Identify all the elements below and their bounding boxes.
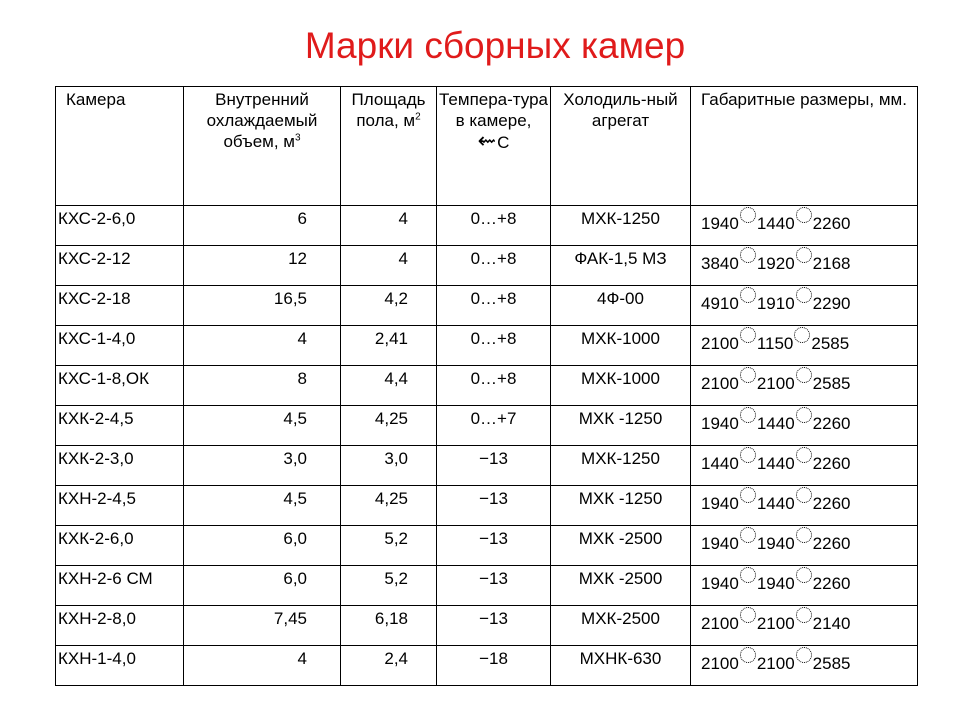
dotted-circle-icon xyxy=(740,447,756,463)
cell-camera: КХС-2-12 xyxy=(56,246,184,286)
cell-refrigeration-unit: МХК -2500 xyxy=(551,566,691,606)
cell-area: 6,18 xyxy=(341,606,437,646)
table-row xyxy=(56,286,918,326)
dotted-circle-icon xyxy=(796,567,812,583)
dimension-value: 1940 xyxy=(701,574,739,593)
dotted-circle-icon xyxy=(796,207,812,223)
dotted-circle-icon xyxy=(796,367,812,383)
dimension-value: 1440 xyxy=(756,454,795,473)
cell-dimensions xyxy=(691,366,918,406)
dotted-circle-icon xyxy=(740,247,756,263)
dotted-circle-icon xyxy=(796,287,812,303)
cell-volume: 4,5 xyxy=(184,486,341,526)
dimension-value: 1940 xyxy=(756,574,795,593)
dimension-value: 2260 xyxy=(812,494,851,513)
cell-camera: КХК-2-6,0 xyxy=(56,526,184,566)
cell-camera: КХН-1-4,0 xyxy=(56,646,184,686)
dotted-circle-icon xyxy=(740,647,756,663)
degree-arrow-icon: ⇜ xyxy=(477,128,497,153)
dimension-value: 1940 xyxy=(701,534,739,553)
dotted-circle-icon xyxy=(740,367,756,383)
cell-area: 2,41 xyxy=(341,326,437,366)
dotted-circle-icon xyxy=(740,287,756,303)
cell-dimensions xyxy=(691,326,918,366)
dimension-value: 2585 xyxy=(811,334,850,353)
header-area-exponent: 2 xyxy=(415,111,421,123)
cell-camera: КХН-2-6 СМ xyxy=(56,566,184,606)
dimension-value: 1150 xyxy=(756,334,794,353)
dimension-value: 2100 xyxy=(756,374,795,393)
header-volume xyxy=(184,87,341,206)
cell-temperature: 0…+7 xyxy=(437,406,551,446)
table-row xyxy=(56,446,918,486)
header-refrigeration-unit-label: Холодиль-ный агрегат xyxy=(563,90,678,130)
dotted-circle-icon xyxy=(740,207,756,223)
dotted-circle-icon xyxy=(740,527,756,543)
table-header-row xyxy=(56,87,918,206)
chamber-spec-table xyxy=(55,86,918,686)
cell-temperature: −18 xyxy=(437,646,551,686)
dimension-value: 2100 xyxy=(756,614,795,633)
cell-camera: КХС-1-4,0 xyxy=(56,326,184,366)
cell-area: 3,0 xyxy=(341,446,437,486)
cell-area: 4,2 xyxy=(341,286,437,326)
cell-camera: КХК-2-3,0 xyxy=(56,446,184,486)
cell-dimensions xyxy=(691,246,918,286)
dimension-value: 2260 xyxy=(812,214,851,233)
cell-dimensions xyxy=(691,446,918,486)
slide-title: Марки сборных камер xyxy=(304,25,686,66)
cell-area: 4,25 xyxy=(341,406,437,446)
cell-volume: 4,5 xyxy=(184,406,341,446)
table-row xyxy=(56,646,918,686)
cell-camera: КХК-2-4,5 xyxy=(56,406,184,446)
dotted-circle-icon xyxy=(796,247,812,263)
cell-temperature: 0…+8 xyxy=(437,206,551,246)
dotted-circle-icon xyxy=(796,447,812,463)
header-camera-label: Камера xyxy=(66,90,126,109)
table-row xyxy=(56,406,918,446)
cell-camera: КХС-2-18 xyxy=(56,286,184,326)
header-camera xyxy=(56,87,184,206)
cell-volume: 6,0 xyxy=(184,566,341,606)
dimension-value: 2100 xyxy=(756,654,795,673)
table-row xyxy=(56,486,918,526)
dimension-value: 2260 xyxy=(812,454,851,473)
dimension-value: 2100 xyxy=(701,334,739,353)
header-temperature xyxy=(437,87,551,206)
dotted-circle-icon xyxy=(796,527,812,543)
dimension-value: 4910 xyxy=(701,294,739,313)
header-temperature-unit: С xyxy=(497,133,510,152)
dimension-value: 2100 xyxy=(701,654,739,673)
table-row xyxy=(56,366,918,406)
cell-temperature: −13 xyxy=(437,446,551,486)
cell-dimensions xyxy=(691,206,918,246)
cell-refrigeration-unit: МХК-1000 xyxy=(551,326,691,366)
cell-area: 4 xyxy=(341,246,437,286)
cell-dimensions xyxy=(691,286,918,326)
dotted-circle-icon xyxy=(796,487,812,503)
dotted-circle-icon xyxy=(740,607,756,623)
header-dimensions xyxy=(691,87,918,206)
cell-area: 4,4 xyxy=(341,366,437,406)
cell-volume: 7,45 xyxy=(184,606,341,646)
cell-dimensions xyxy=(691,606,918,646)
header-refrigeration-unit xyxy=(551,87,691,206)
cell-area: 5,2 xyxy=(341,526,437,566)
cell-temperature: 0…+8 xyxy=(437,286,551,326)
header-area-label: Площадь пола, м xyxy=(351,90,426,130)
table-body xyxy=(56,206,918,686)
cell-refrigeration-unit: 4Ф-00 xyxy=(551,286,691,326)
cell-volume: 16,5 xyxy=(184,286,341,326)
table-row xyxy=(56,526,918,566)
dimension-value: 2585 xyxy=(812,374,851,393)
cell-refrigeration-unit: МХК -1250 xyxy=(551,486,691,526)
dotted-circle-icon xyxy=(796,407,812,423)
header-dimensions-label: Габаритные размеры, мм. xyxy=(701,90,907,109)
cell-volume: 6 xyxy=(184,206,341,246)
dimension-value: 2260 xyxy=(812,414,851,433)
dimension-value: 2260 xyxy=(812,534,851,553)
cell-refrigeration-unit: ФАК-1,5 МЗ xyxy=(551,246,691,286)
cell-camera: КХН-2-8,0 xyxy=(56,606,184,646)
cell-camera: КХС-1-8,ОК xyxy=(56,366,184,406)
dimension-value: 1940 xyxy=(701,214,739,233)
cell-refrigeration-unit: МХК-1000 xyxy=(551,366,691,406)
cell-area: 4 xyxy=(341,206,437,246)
cell-temperature: −13 xyxy=(437,526,551,566)
cell-temperature: 0…+8 xyxy=(437,326,551,366)
cell-area: 5,2 xyxy=(341,566,437,606)
dimension-value: 2260 xyxy=(812,574,851,593)
dimension-value: 1940 xyxy=(701,414,739,433)
dimension-value: 1910 xyxy=(756,294,795,313)
dotted-circle-icon xyxy=(740,567,756,583)
dimension-value: 3840 xyxy=(701,254,739,273)
cell-temperature: −13 xyxy=(437,486,551,526)
cell-refrigeration-unit: МХК -1250 xyxy=(551,406,691,446)
cell-refrigeration-unit: МХНК-630 xyxy=(551,646,691,686)
cell-area: 2,4 xyxy=(341,646,437,686)
header-area xyxy=(341,87,437,206)
table-row xyxy=(56,326,918,366)
table-row xyxy=(56,606,918,646)
cell-volume: 4 xyxy=(184,326,341,366)
header-volume-exponent: 3 xyxy=(294,132,301,144)
dimension-value: 1920 xyxy=(756,254,795,273)
table-row xyxy=(56,206,918,246)
dimension-value: 2140 xyxy=(812,614,851,633)
cell-volume: 3,0 xyxy=(184,446,341,486)
dotted-circle-icon xyxy=(740,487,756,503)
cell-volume: 4 xyxy=(184,646,341,686)
cell-dimensions xyxy=(691,566,918,606)
dotted-circle-icon xyxy=(740,407,756,423)
header-volume-label: Внутренний охлаждаемый объем, м xyxy=(206,90,318,151)
dimension-value: 2585 xyxy=(812,654,851,673)
cell-dimensions xyxy=(691,526,918,566)
dotted-circle-icon xyxy=(796,647,812,663)
cell-dimensions xyxy=(691,486,918,526)
dimension-value: 2168 xyxy=(812,254,851,273)
header-temperature-label: Темпера-тура в камере, xyxy=(439,90,548,130)
table-row xyxy=(56,246,918,286)
cell-camera: КХН-2-4,5 xyxy=(56,486,184,526)
cell-refrigeration-unit: МХК-2500 xyxy=(551,606,691,646)
cell-refrigeration-unit: МХК-1250 xyxy=(551,446,691,486)
cell-camera: КХС-2-6,0 xyxy=(56,206,184,246)
cell-volume: 8 xyxy=(184,366,341,406)
table-row xyxy=(56,566,918,606)
cell-dimensions xyxy=(691,406,918,446)
dotted-circle-icon xyxy=(796,607,812,623)
dimension-value: 2100 xyxy=(701,374,739,393)
dimension-value: 2100 xyxy=(701,614,739,633)
dimension-value: 1440 xyxy=(756,214,795,233)
dimension-value: 1940 xyxy=(756,534,795,553)
cell-temperature: −13 xyxy=(437,566,551,606)
dotted-circle-icon xyxy=(740,327,756,343)
cell-dimensions xyxy=(691,646,918,686)
dimension-value: 1940 xyxy=(701,494,739,513)
cell-refrigeration-unit: МХК-1250 xyxy=(551,206,691,246)
dimension-value: 1440 xyxy=(701,454,739,473)
dotted-circle-icon xyxy=(794,327,810,343)
cell-temperature: 0…+8 xyxy=(437,246,551,286)
cell-volume: 12 xyxy=(184,246,341,286)
cell-area: 4,25 xyxy=(341,486,437,526)
dimension-value: 1440 xyxy=(756,414,795,433)
dimension-value: 1440 xyxy=(756,494,795,513)
cell-refrigeration-unit: МХК -2500 xyxy=(551,526,691,566)
cell-volume: 6,0 xyxy=(184,526,341,566)
cell-temperature: −13 xyxy=(437,606,551,646)
dimension-value: 2290 xyxy=(812,294,851,313)
cell-temperature: 0…+8 xyxy=(437,366,551,406)
